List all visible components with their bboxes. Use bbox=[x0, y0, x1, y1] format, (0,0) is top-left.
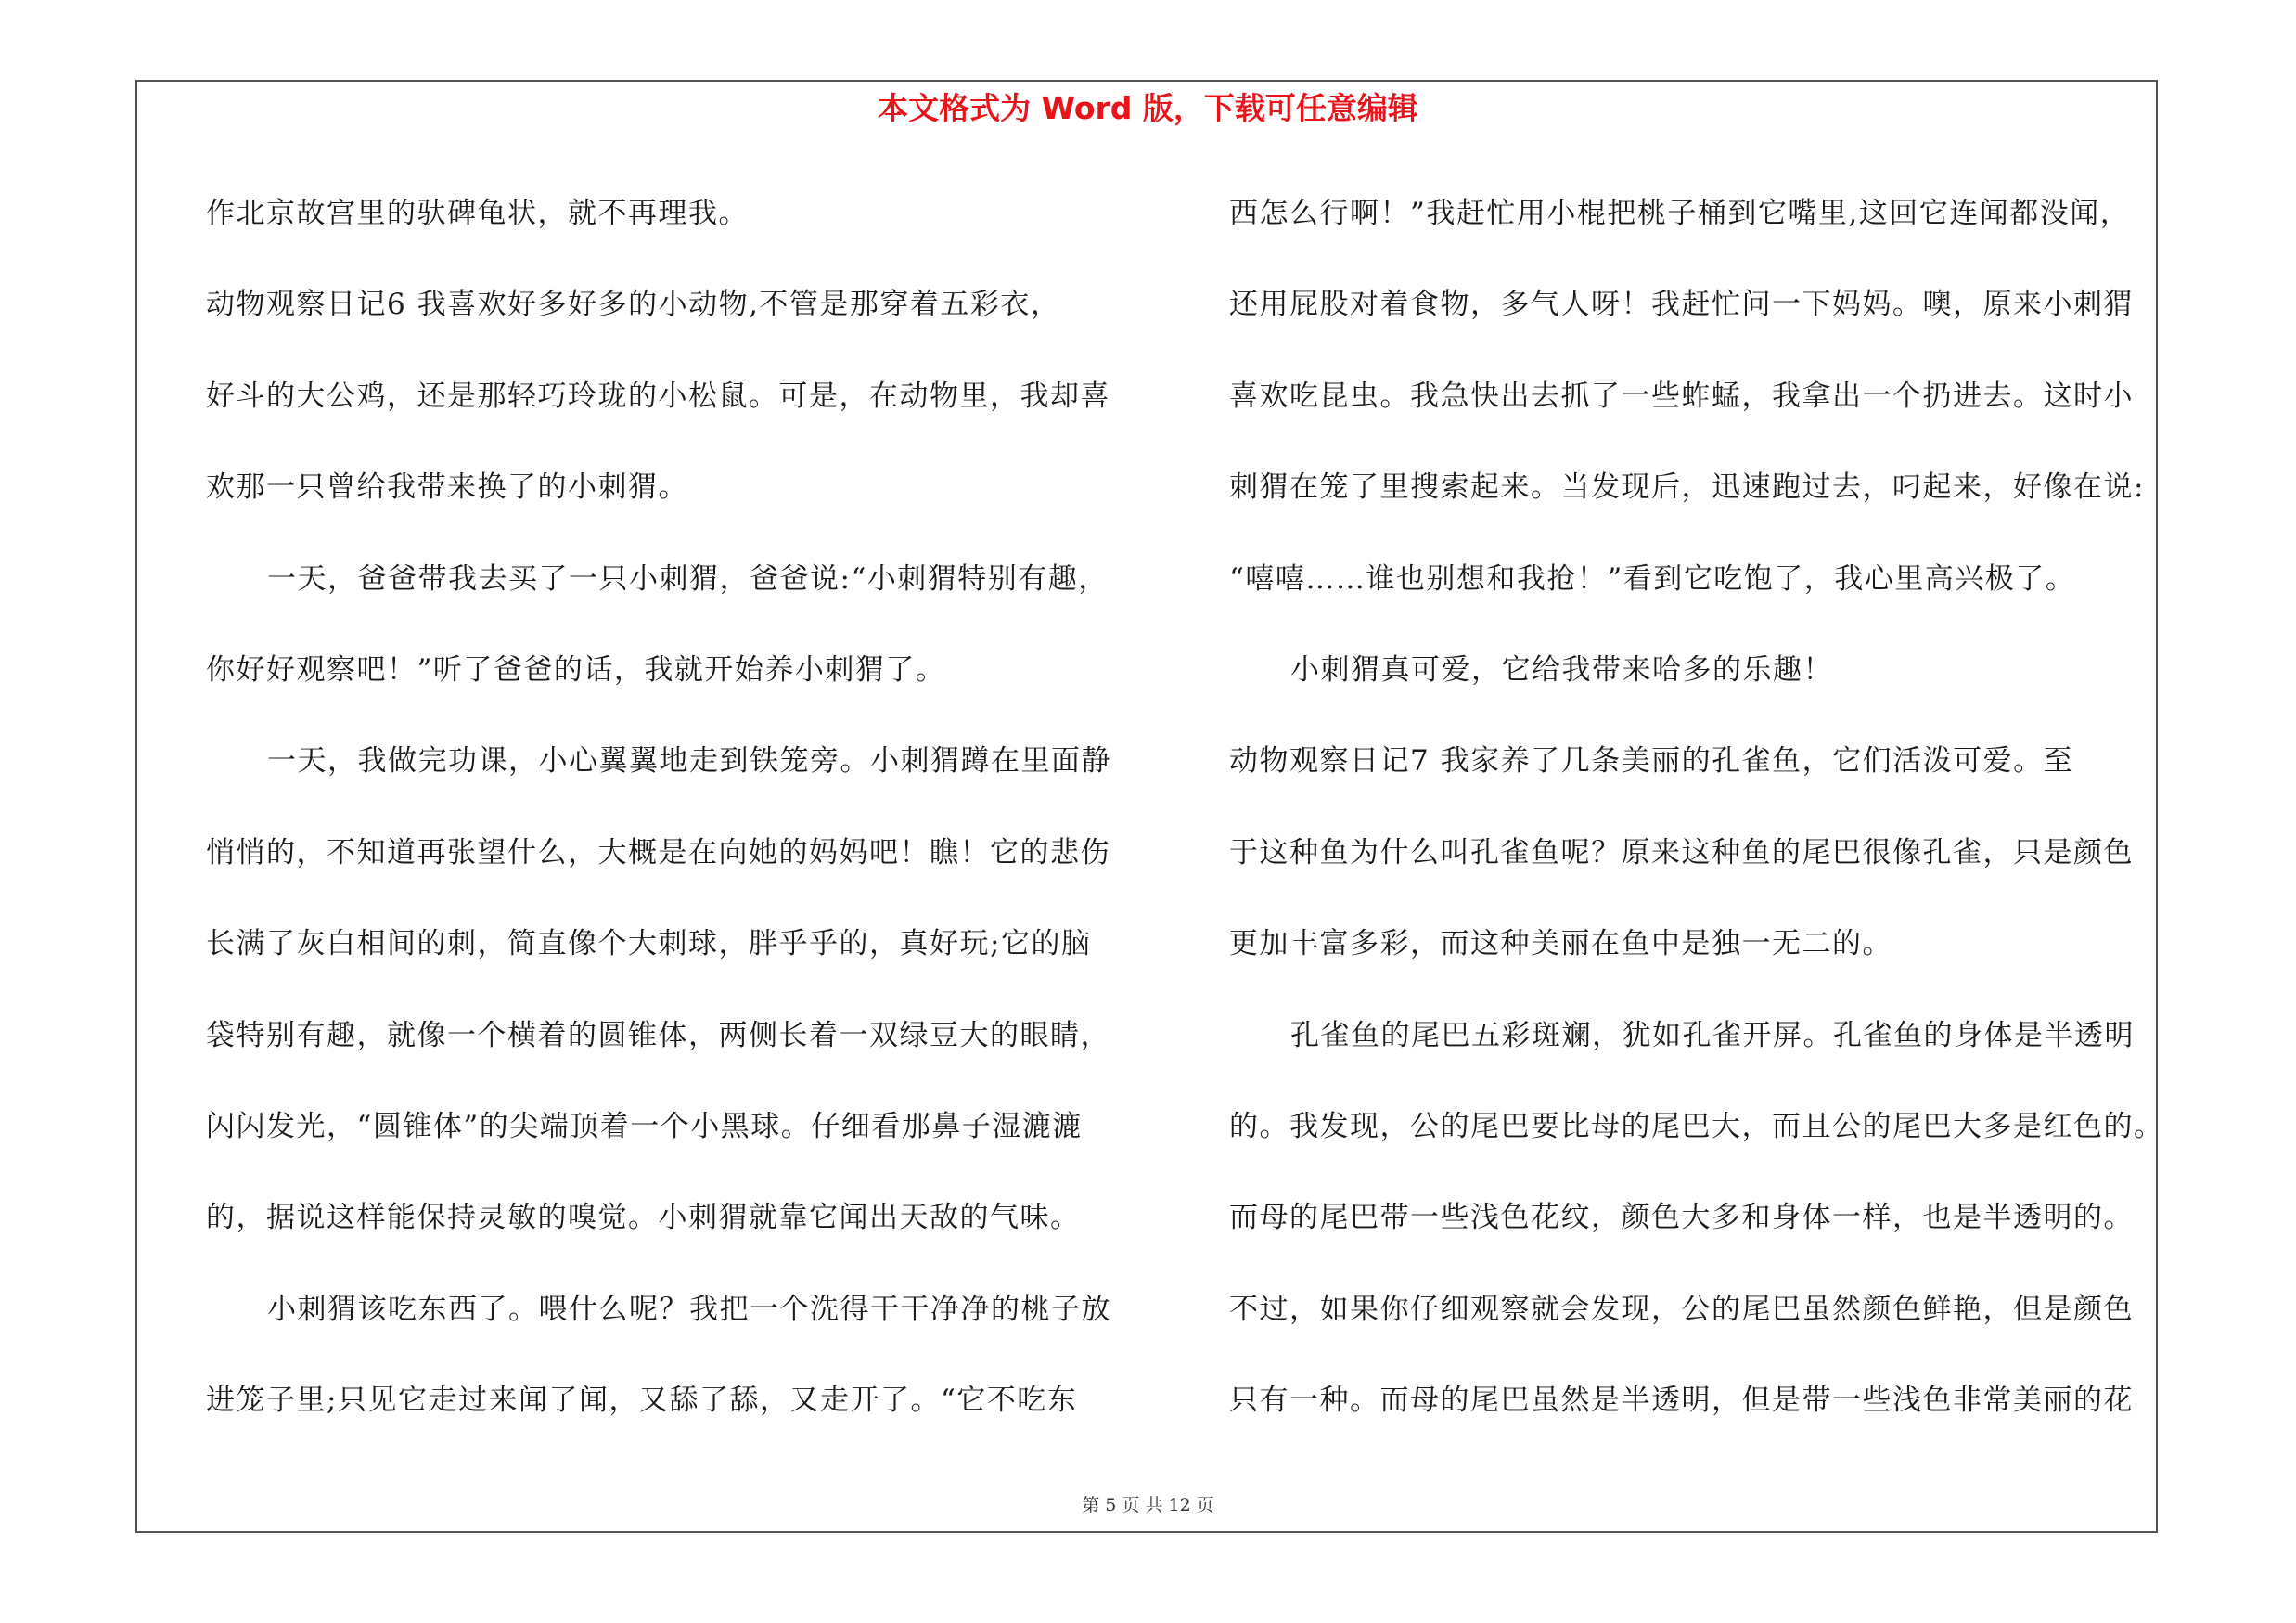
text-line: 小刺猬真可爱，它给我带来哈多的乐趣！ bbox=[1290, 652, 1833, 687]
text-line: 而母的尾巴带一些浅色花纹，颜色大多和身体一样，也是半透明的。 bbox=[1229, 1201, 2134, 1235]
text-line: 于这种鱼为什么叫孔雀鱼呢？原来这种鱼的尾巴很像孔雀，只是颜色 bbox=[1229, 835, 2134, 869]
text-line: 的，据说这样能保持灵敏的嗅觉。小刺猬就靠它闻出天敌的气味。 bbox=[206, 1201, 1081, 1235]
text-line: 小刺猬该吃东西了。喂什么呢？我把一个洗得干干净净的桃子放 bbox=[267, 1292, 1111, 1326]
text-line: “嘻嘻……谁也别想和我抢！”看到它吃饱了，我心里高兴极了。 bbox=[1229, 561, 2076, 596]
text-line: 西怎么行啊！”我赶忙用小棍把桃子桶到它嘴里,这回它连闻都没闻， bbox=[1229, 197, 2131, 230]
left-text-column bbox=[206, 186, 1134, 1463]
text-line: 闪闪发光，“圆锥体”的尖端顶着一个小黑球。仔细看那鼻子湿漉漉 bbox=[206, 1109, 1083, 1143]
text-line: 悄悄的，不知道再张望什么，大概是在向她的妈妈吧！瞧！它的悲伤 bbox=[206, 835, 1110, 869]
text-line: 不过，如果你仔细观察就会发现，公的尾巴虽然颜色鲜艳，但是颜色 bbox=[1229, 1292, 2134, 1326]
text-line: 更加丰富多彩，而这种美丽在鱼中是独一无二的。 bbox=[1229, 927, 1892, 961]
text-line: 动物观察日记7 我家养了几条美丽的孔雀鱼，它们活泼可爱。至 bbox=[1229, 744, 2074, 779]
word-format-banner: 本文格式为 Word 版，下载可任意编辑 bbox=[878, 90, 1418, 126]
text-line: 一天，爸爸带我去买了一只小刺猬，爸爸说:“小刺猬特别有趣， bbox=[267, 561, 1109, 596]
text-line: 孔雀鱼的尾巴五彩斑斓，犹如孔雀开屏。孔雀鱼的身体是半透明 bbox=[1290, 1018, 2135, 1052]
text-line: 的。我发现，公的尾巴要比母的尾巴大，而且公的尾巴大多是红色的。 bbox=[1229, 1109, 2164, 1143]
text-line: 好斗的大公鸡，还是那轻巧玲珑的小松鼠。可是，在动物里，我却喜 bbox=[206, 379, 1110, 413]
text-line: 你好好观察吧！”听了爸爸的话，我就开始养小刺猬了。 bbox=[206, 652, 946, 687]
text-line: 刺猬在笼了里搜索起来。当发现后，迅速跑过去，叼起来，好像在说: bbox=[1229, 470, 2145, 505]
text-line: 作北京故宫里的驮碑龟状，就不再理我。 bbox=[206, 197, 749, 230]
page-number: 第 5 页 共 12 页 bbox=[1082, 1495, 1214, 1515]
text-line: 动物观察日记6 我喜欢好多好多的小动物,不管是那穿着五彩衣， bbox=[206, 288, 1061, 322]
text-line: 欢那一只曾给我带来换了的小刺猬。 bbox=[206, 470, 688, 505]
text-line: 只有一种。而母的尾巴虽然是半透明，但是带一些浅色非常美丽的花 bbox=[1229, 1384, 2134, 1418]
text-line: 长满了灰白相间的刺，简直像个大刺球，胖乎乎的，真好玩;它的脑 bbox=[206, 927, 1092, 961]
text-line: 进笼子里;只见它走过来闻了闻，又舔了舔，又走开了。“它不吃东 bbox=[206, 1384, 1078, 1418]
text-line: 喜欢吃昆虫。我急快出去抓了一些蚱蜢，我拿出一个扔进去。这时小 bbox=[1229, 379, 2134, 413]
text-line: 袋特别有趣，就像一个横着的圆锥体，两侧长着一双绿豆大的眼睛， bbox=[206, 1018, 1110, 1052]
text-line: 一天，我做完功课，小心翼翼地走到铁笼旁。小刺猬蹲在里面静 bbox=[267, 744, 1111, 779]
text-line: 还用屁股对着食物，多气人呀！我赶忙问一下妈妈。噢，原来小刺猬 bbox=[1229, 288, 2134, 322]
right-text-column bbox=[1229, 186, 2164, 1463]
